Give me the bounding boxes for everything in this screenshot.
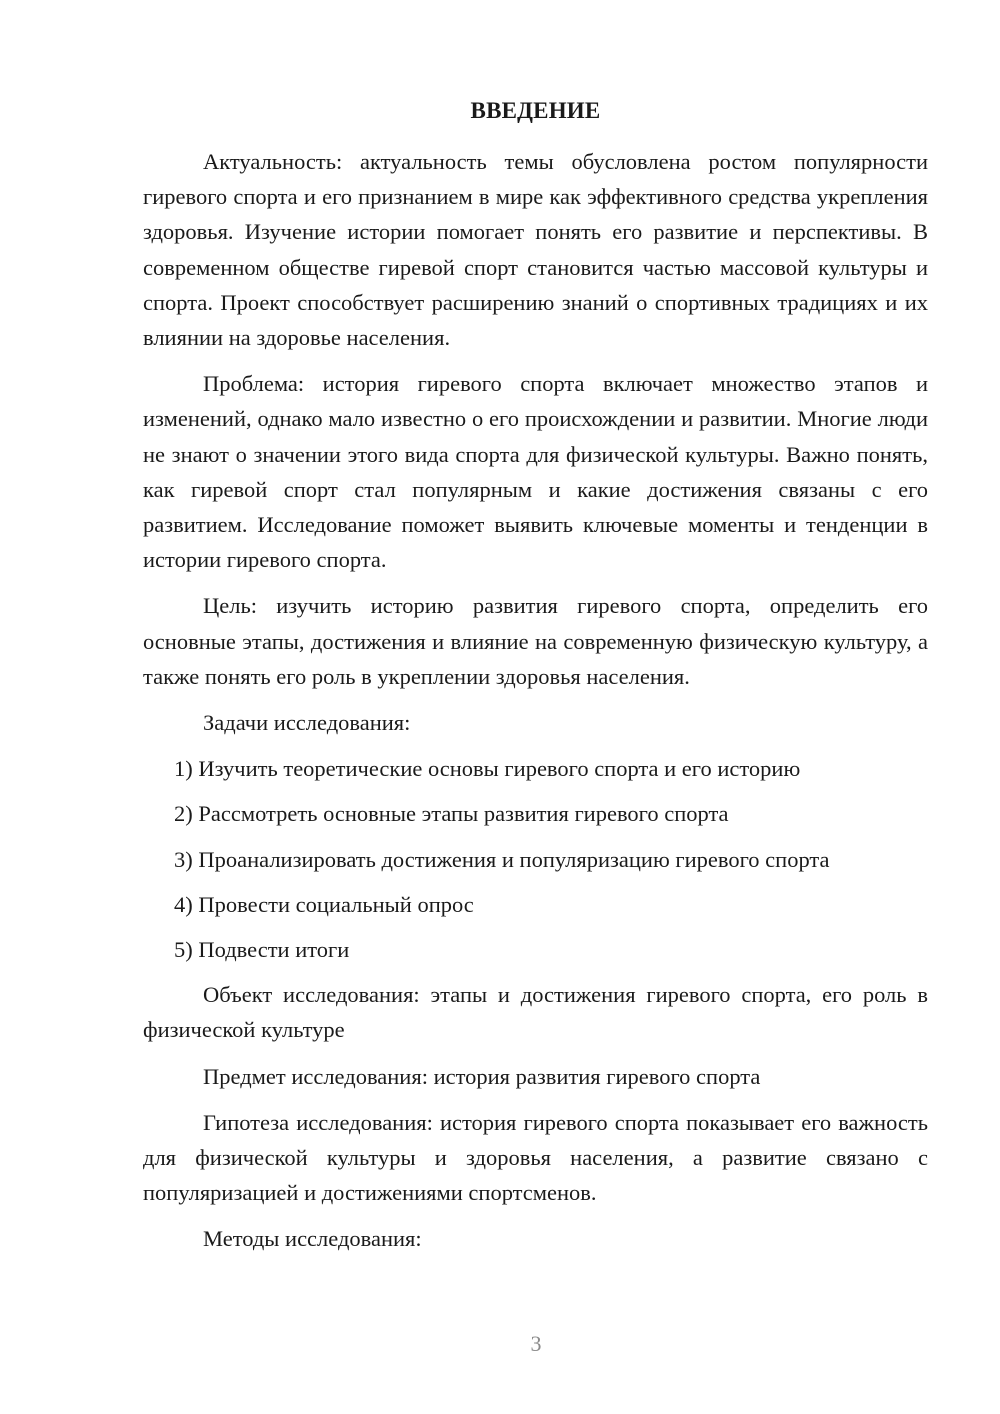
page-content (143, 96, 928, 1268)
page-title: ВВЕДЕНИЕ (470, 98, 601, 123)
goal-paragraph: Цель: изучить историю развития гиревого спорта, определить его основные этапы, достижения и влияние на современную физическую культуру, а также понять его роль в укреплении здоровья населения. (143, 593, 928, 689)
object-paragraph: Объект исследования: этапы и достижения гиревого спорта, его роль в физической культуре (143, 982, 928, 1043)
list-item: 2) Рассмотреть основные этапы развития гиревого спорта (174, 801, 729, 827)
tasks-heading: Задачи исследования: (203, 710, 411, 736)
list-item: 4) Провести социальный опрос (174, 891, 474, 917)
relevance-paragraph: Актуальность: актуальность темы обусловлена ростом популярности гиревого спорта и его признанием в мире как эффективного средства укрепления здоровья. Изучение истории помогает понять его развитие и перспективы. В современном обществе гиревой спорт становится частью массовой культуры и спорта. Проект способствует расширению знаний о спортивных традициях и их влиянии на здоровье населения. (143, 149, 928, 351)
list-item: 3) Проанализировать достижения и популяризацию гиревого спорта (174, 846, 830, 872)
problem-paragraph: Проблема: история гиревого спорта включает множество этапов и изменений, однако мало известно о его происхождении и развитии. Многие люди не знают о значении этого вида спорта для физической культуры. Важно понять, как гиревой спорт стал популярным и какие достижения связаны с его развитием. Исследование поможет выявить ключевые моменты и тенденции в истории гиревого спорта. (143, 371, 928, 573)
methods-heading: Методы исследования: (203, 1226, 422, 1252)
tasks-list (143, 751, 928, 967)
hypothesis-paragraph: Гипотеза исследования: история гиревого спорта показывает его важность для физической культуры и здоровья населения, а развитие связано с популяризацией и достижениями спортсменов. (143, 1109, 928, 1206)
page-number: 3 (530, 1331, 542, 1356)
subject-paragraph: Предмет исследования: история развития гиревого спорта (203, 1063, 761, 1089)
list-item: 5) Подвести итоги (174, 937, 350, 963)
list-item: 1) Изучить теоретические основы гиревого спорта и его историю (174, 756, 801, 782)
